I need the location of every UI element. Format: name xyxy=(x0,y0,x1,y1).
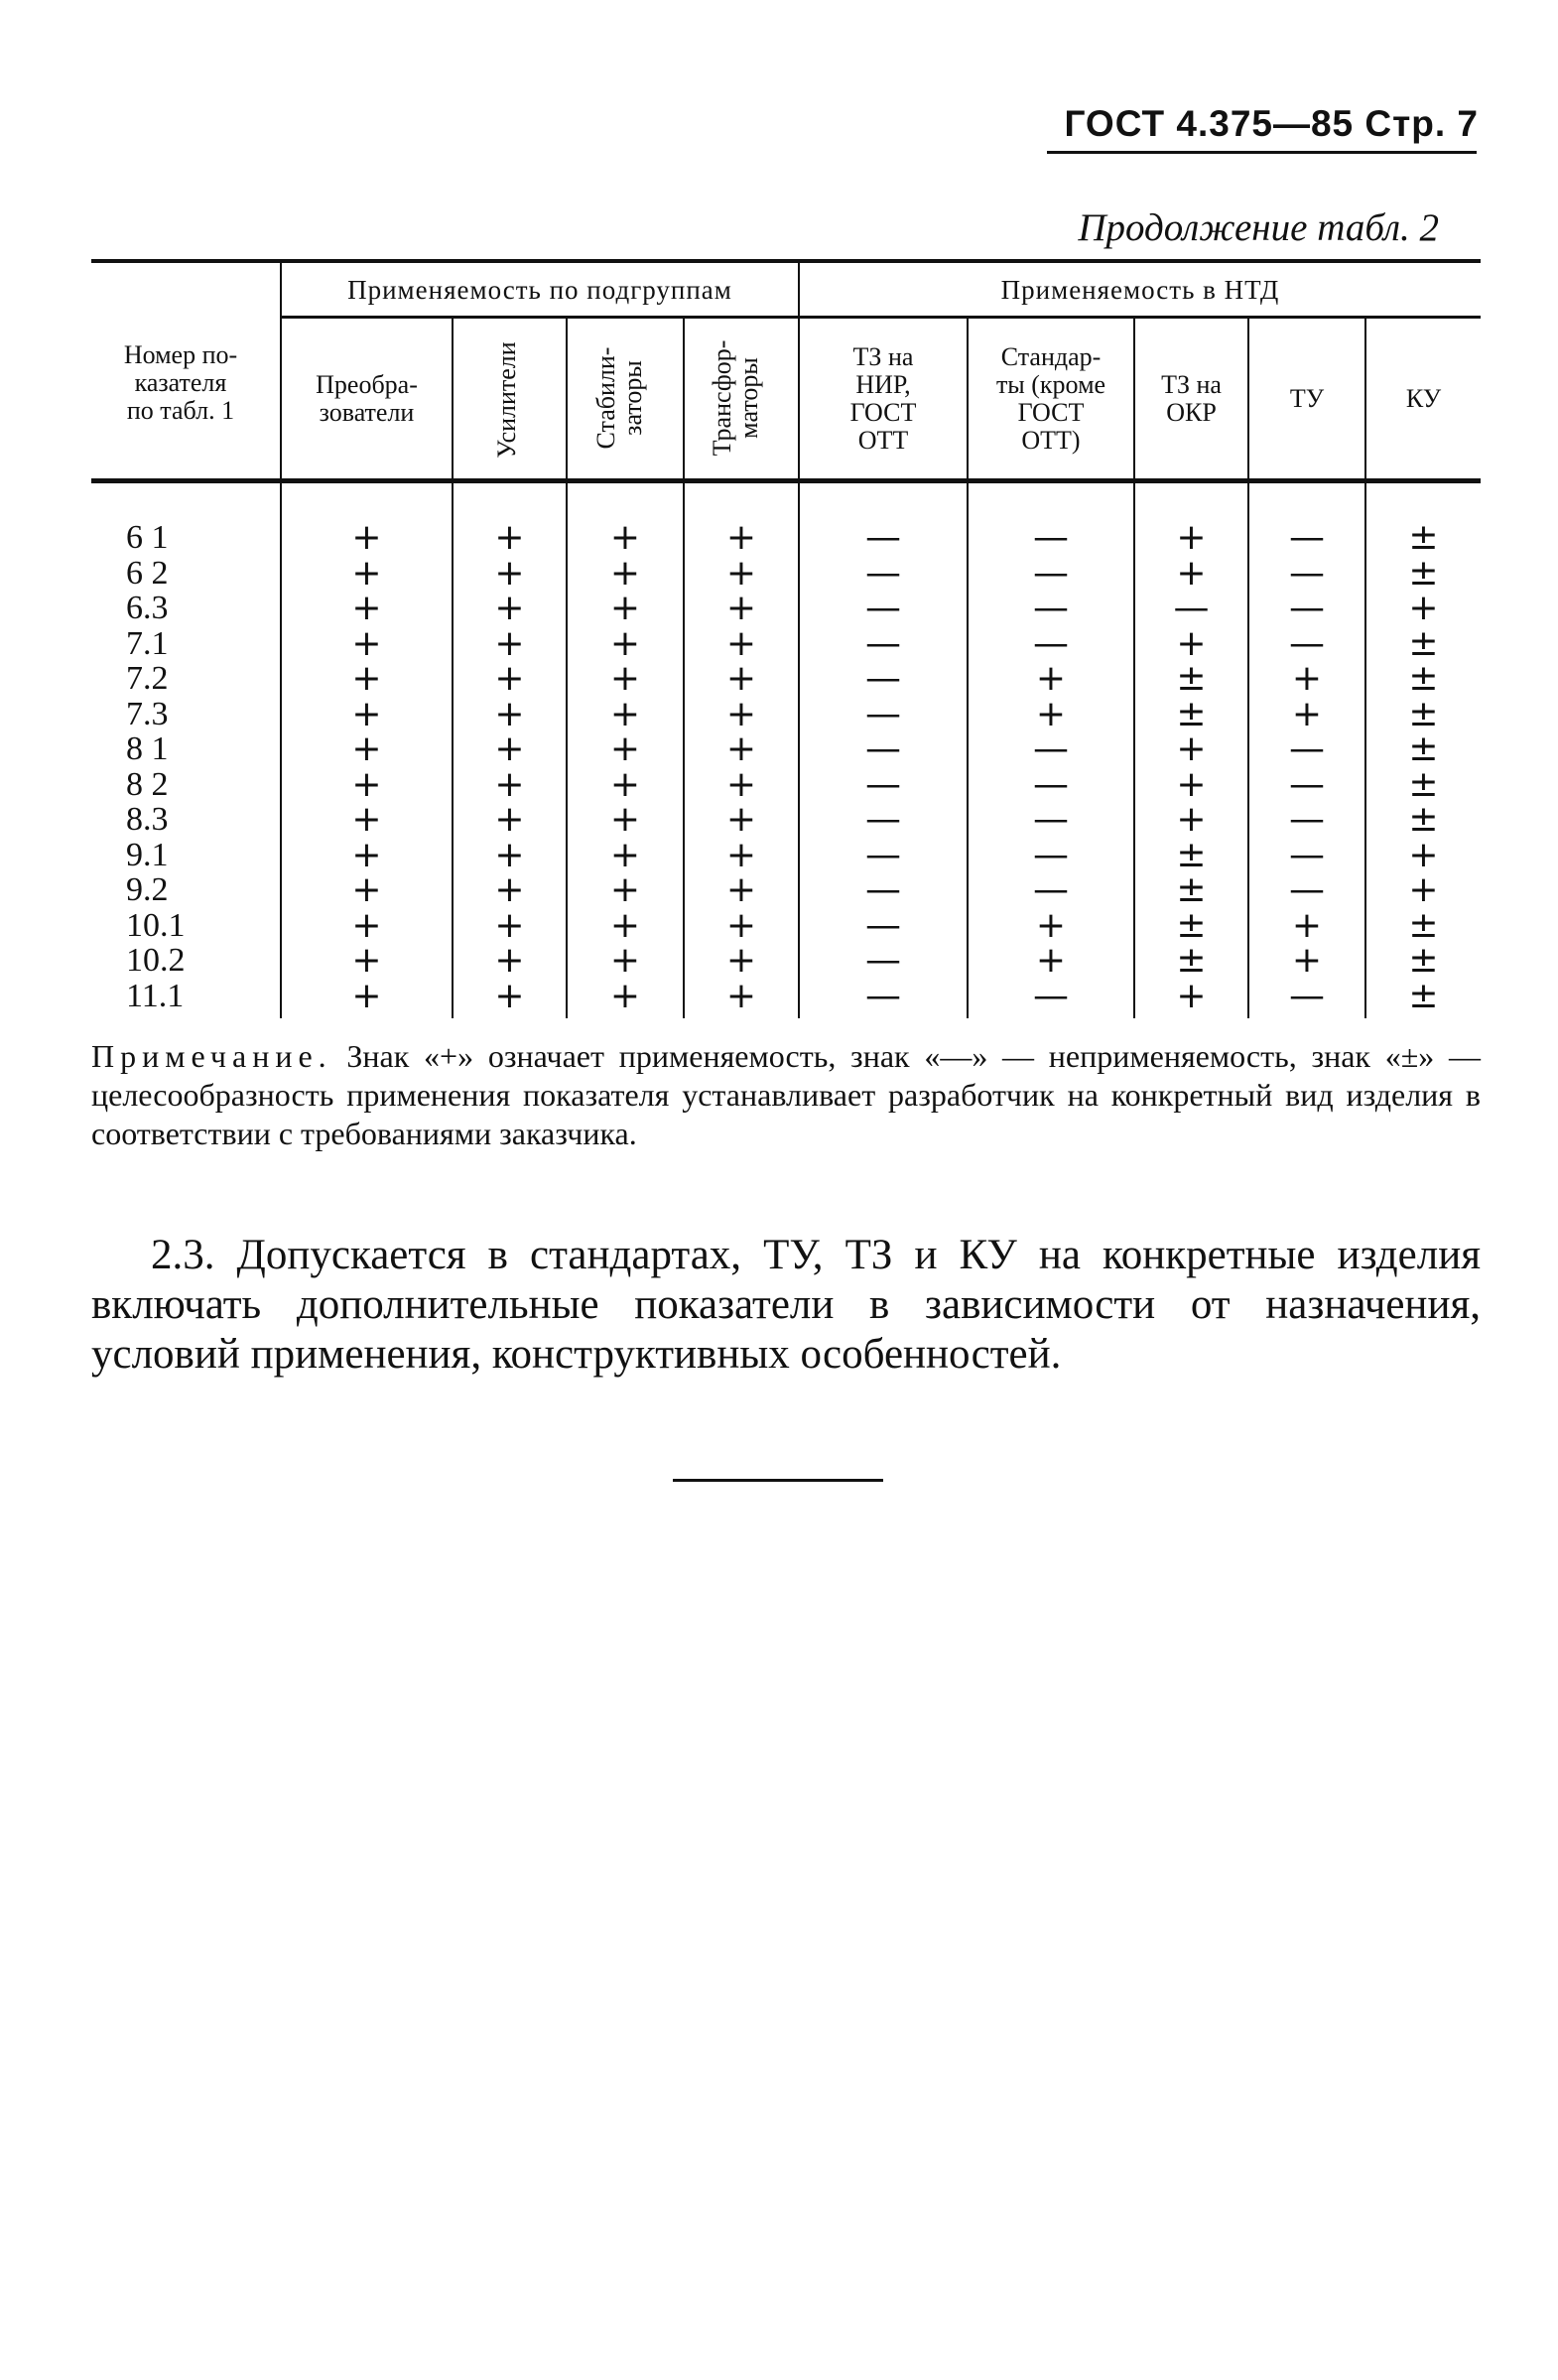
column-standards xyxy=(969,517,1133,1016)
table-cell: ± xyxy=(1176,658,1207,699)
table-cell: + xyxy=(494,588,525,628)
ntd-applicability-header: Применяемость в НТД xyxy=(1000,275,1280,305)
table-cell: — xyxy=(1033,728,1069,769)
row-number: 7.2 xyxy=(126,660,169,697)
table-cell: + xyxy=(351,763,382,805)
table-cell: — xyxy=(865,904,901,946)
column-ku xyxy=(1366,517,1481,1016)
table-cell: — xyxy=(1289,869,1325,910)
table-cell: + xyxy=(725,975,757,1016)
table-cell: + xyxy=(609,658,641,699)
table-cell: ± xyxy=(1408,940,1439,981)
row-number: 6 1 xyxy=(126,519,169,556)
table-cell: + xyxy=(351,904,382,946)
table-cell: — xyxy=(1033,622,1069,664)
table-cell: + xyxy=(725,693,757,734)
table-cell: — xyxy=(865,975,901,1016)
table-cell: + xyxy=(725,904,757,946)
table-cell: — xyxy=(1173,588,1210,628)
table-cell: + xyxy=(609,834,641,875)
clause-2-3: 2.3. Допускается в стандартах, ТУ, ТЗ и КУ на конкретные изделия включать дополнительные показатели в зависимости от назначения, условий применения, конструктивных особенностей. xyxy=(91,1232,1481,1378)
table-cell: + xyxy=(1291,904,1323,946)
table-cell: — xyxy=(1033,763,1069,805)
table-cell: + xyxy=(609,728,641,769)
table-cell: + xyxy=(351,728,382,769)
table-cell: + xyxy=(1035,658,1067,699)
table-cell: + xyxy=(351,940,382,981)
table-cell: — xyxy=(865,763,901,805)
column-header: Стандар- ты (кроме ГОСТ ОТТ) xyxy=(995,342,1106,455)
table-cell: + xyxy=(494,552,525,594)
table-cell: + xyxy=(609,975,641,1016)
table-cell: + xyxy=(494,975,525,1016)
table-cell: — xyxy=(865,622,901,664)
row-number: 11.1 xyxy=(126,977,185,1014)
table-cell: + xyxy=(1176,552,1207,594)
row-number: 8.3 xyxy=(126,801,169,838)
table-cell: ± xyxy=(1408,975,1439,1016)
table-cell: + xyxy=(494,869,525,910)
table-cell: — xyxy=(1289,588,1325,628)
table-cell: + xyxy=(725,799,757,840)
table-cell: + xyxy=(609,588,641,628)
column-header: ТЗ на НИР, ГОСТ ОТТ xyxy=(849,342,917,455)
table-cell: + xyxy=(494,517,525,558)
table-cell: + xyxy=(609,869,641,910)
note-label: Примечание. xyxy=(91,1038,332,1074)
table-cell: + xyxy=(725,728,757,769)
table-cell: + xyxy=(725,517,757,558)
table-cell: + xyxy=(1291,940,1323,981)
table-cell: + xyxy=(1408,588,1439,628)
table-cell: ± xyxy=(1408,799,1439,840)
table-cell: ± xyxy=(1408,622,1439,664)
table-cell: — xyxy=(1033,799,1069,840)
row-number: 10.2 xyxy=(126,942,186,979)
table-cell: + xyxy=(725,940,757,981)
table-cell: + xyxy=(725,588,757,628)
column-header: КУ xyxy=(1405,384,1442,414)
column-converters xyxy=(282,517,452,1016)
table-cell: + xyxy=(1408,869,1439,910)
table-cell: ± xyxy=(1408,693,1439,734)
subgroup-applicability-header: Применяемость по подгруппам xyxy=(347,275,732,305)
table-cell: ± xyxy=(1408,904,1439,946)
page-header: ГОСТ 4.375—85 Стр. 7 xyxy=(1064,103,1479,144)
table-cell: + xyxy=(351,834,382,875)
table-cell: + xyxy=(494,940,525,981)
table-cell: — xyxy=(1289,763,1325,805)
table-cell: — xyxy=(865,728,901,769)
table-cell: + xyxy=(351,975,382,1016)
column-header: ТЗ на ОКР xyxy=(1161,370,1222,427)
table-cell: — xyxy=(865,869,901,910)
table-cell: + xyxy=(1291,693,1323,734)
table-cell: ± xyxy=(1408,658,1439,699)
table-top-rule xyxy=(91,259,1481,263)
table-cell: + xyxy=(351,799,382,840)
column-tz-okr xyxy=(1135,517,1247,1016)
table-cell: + xyxy=(609,693,641,734)
row-number: 9.2 xyxy=(126,871,169,908)
row-number: 10.1 xyxy=(126,906,186,944)
table-cell: ± xyxy=(1408,763,1439,805)
table-cell: + xyxy=(1291,658,1323,699)
table-cell: — xyxy=(1289,728,1325,769)
table-cell: + xyxy=(609,940,641,981)
table-cell: + xyxy=(725,834,757,875)
table-cell: — xyxy=(1033,552,1069,594)
note-text: Знак «+» означает применяемость, знак «—» — неприменяемость, знак «±» — целесообразность применения показателя устанавливает разработчик на конкретный вид изделия в соответствии с требованиями заказчика. xyxy=(91,1038,1482,1151)
table-cell: + xyxy=(351,869,382,910)
table-cell: ± xyxy=(1176,940,1207,981)
column-header: Стабили- заторы xyxy=(591,346,648,450)
table-cell: + xyxy=(494,622,525,664)
group-divider-rule xyxy=(280,316,1481,319)
column-header: Усилители xyxy=(492,341,521,459)
row-number-header: Номер по- казателя по табл. 1 xyxy=(123,340,238,425)
table-cell: — xyxy=(1033,588,1069,628)
table-cell: — xyxy=(865,658,901,699)
table-cell: + xyxy=(1035,693,1067,734)
table-cell: — xyxy=(1289,975,1325,1016)
table-cell: + xyxy=(609,799,641,840)
row-number: 6.3 xyxy=(126,590,169,626)
table-cell: + xyxy=(725,869,757,910)
table-cell: ± xyxy=(1408,552,1439,594)
table-cell: + xyxy=(494,728,525,769)
row-number-column xyxy=(126,520,215,1013)
table-cell: + xyxy=(494,763,525,805)
table-cell: + xyxy=(725,658,757,699)
table-cell: + xyxy=(1035,904,1067,946)
table-cell: + xyxy=(1176,975,1207,1016)
table-cell: — xyxy=(865,517,901,558)
table-cell: + xyxy=(725,763,757,805)
row-number: 8 2 xyxy=(126,765,169,803)
header-bottom-rule xyxy=(91,478,1481,483)
table-cell: + xyxy=(609,552,641,594)
column-header: ТУ xyxy=(1289,384,1325,414)
table-cell: + xyxy=(1176,728,1207,769)
table-cell: + xyxy=(609,517,641,558)
table-cell: + xyxy=(494,658,525,699)
table-cell: + xyxy=(609,622,641,664)
column-header: Преобра- зователи xyxy=(316,370,418,427)
table-cell: + xyxy=(494,693,525,734)
table-cell: ± xyxy=(1176,693,1207,734)
row-number: 6 2 xyxy=(126,554,169,592)
column-header: Трансфор- маторы xyxy=(708,339,764,457)
table-cell: + xyxy=(351,552,382,594)
table-cell: ± xyxy=(1176,869,1207,910)
table-cell: ± xyxy=(1176,834,1207,875)
table-cell: + xyxy=(494,799,525,840)
row-number: 9.1 xyxy=(126,836,169,873)
column-amplifiers xyxy=(454,517,566,1016)
table-cell: — xyxy=(865,834,901,875)
table-cell: + xyxy=(351,588,382,628)
table-cell: — xyxy=(865,940,901,981)
row-number: 7.1 xyxy=(126,624,169,662)
table-cell: + xyxy=(494,904,525,946)
applicability-table xyxy=(91,259,1481,1018)
table-cell: + xyxy=(351,517,382,558)
table-cell: ± xyxy=(1408,517,1439,558)
table-cell: + xyxy=(1176,517,1207,558)
table-cell: — xyxy=(1033,834,1069,875)
table-cell: + xyxy=(1408,834,1439,875)
table-cell: ± xyxy=(1176,904,1207,946)
column-tz-nir xyxy=(800,517,967,1016)
table-cell: + xyxy=(1035,940,1067,981)
column-stabilizers xyxy=(568,517,683,1016)
table-cell: + xyxy=(1176,799,1207,840)
table-cell: ± xyxy=(1408,728,1439,769)
table-cell: — xyxy=(865,693,901,734)
table-cell: — xyxy=(1033,517,1069,558)
table-cell: + xyxy=(351,658,382,699)
table-cell: + xyxy=(725,552,757,594)
table-cell: — xyxy=(865,552,901,594)
table-cell: + xyxy=(1176,763,1207,805)
table-cell: — xyxy=(865,799,901,840)
row-number: 8 1 xyxy=(126,730,169,767)
row-number: 7.3 xyxy=(126,695,169,732)
table-cell: + xyxy=(609,763,641,805)
table-cell: — xyxy=(1033,869,1069,910)
column-transformers xyxy=(685,517,798,1016)
end-rule xyxy=(673,1479,883,1482)
table-note xyxy=(91,1037,1481,1153)
table-cell: — xyxy=(1033,975,1069,1016)
table-cell: — xyxy=(1289,552,1325,594)
table-cell: — xyxy=(1289,799,1325,840)
table-cell: + xyxy=(1176,622,1207,664)
table-cell: + xyxy=(725,622,757,664)
table-cell: + xyxy=(609,904,641,946)
column-tu xyxy=(1249,517,1364,1016)
table-caption: Продолжение табл. 2 xyxy=(1078,206,1439,249)
table-cell: — xyxy=(1289,517,1325,558)
table-cell: + xyxy=(351,622,382,664)
header-rule xyxy=(1047,151,1477,154)
table-cell: — xyxy=(1289,834,1325,875)
table-cell: — xyxy=(1289,622,1325,664)
table-cell: — xyxy=(865,588,901,628)
table-cell: + xyxy=(351,693,382,734)
table-cell: + xyxy=(494,834,525,875)
